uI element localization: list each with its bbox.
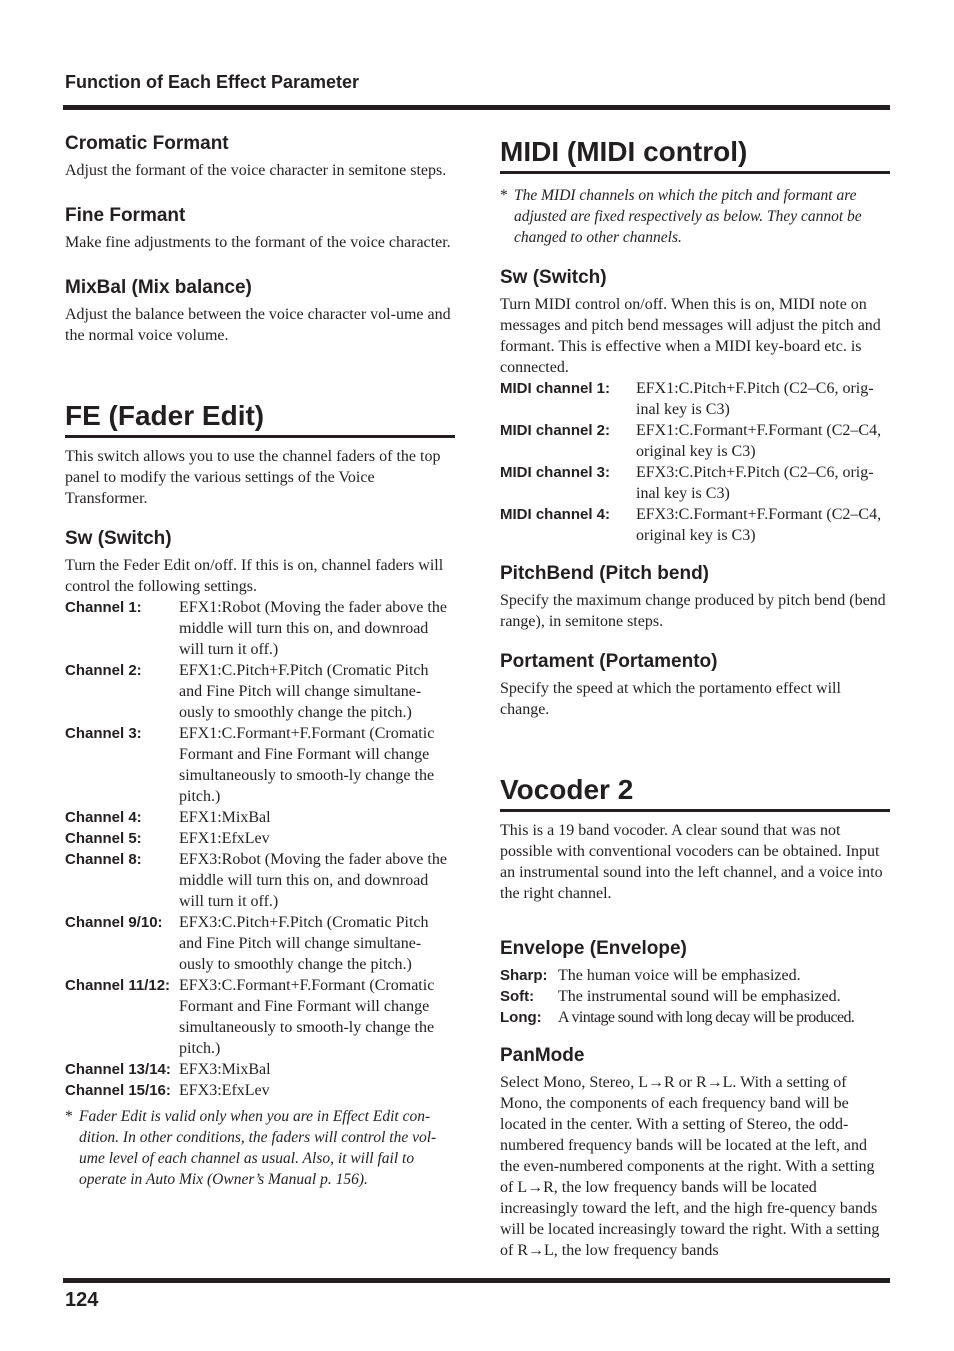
fe-switch-body: Turn the Feder Edit on/off. If this is on, channel faders will control the following settings. [65,557,444,595]
envelope-label: Soft: [500,988,535,1005]
midi-channel-list [500,378,890,546]
midi-note-text: The MIDI channels on which the pitch and formant are adjusted are fixed respectively as below. They cannot be changed to other channels. [514,187,862,246]
panmode-heading: PanMode [500,1045,585,1066]
channel-label: Channel 8: [65,851,142,868]
channel-label: Channel 5: [65,830,142,847]
cromatic-formant-body: Adjust the formant of the voice character in semitone steps. [65,162,447,179]
envelope-value: A vintage sound with long decay will be produced. [558,1009,855,1026]
midi-channel-value: EFX3:C.Pitch+F.Pitch (C2–C6, orig-inal key is C3) [636,464,874,502]
channel-label: Channel 1: [65,599,142,616]
top-rule [63,105,890,110]
channel-label: Channel 2: [65,662,142,679]
channel-value: EFX1:C.Pitch+F.Pitch (Cromatic Pitch and Fine Pitch will change simultane-ously to smoothly change the pitch.) [179,662,429,721]
fine-formant-heading: Fine Formant [65,205,186,226]
midi-switch-heading: Sw (Switch) [500,267,607,288]
midi-note [500,185,890,248]
channel-label: Channel 13/14: [65,1061,171,1078]
envelope-heading: Envelope (Envelope) [500,938,687,959]
fader-edit-heading: FE (Fader Edit) [65,399,455,438]
vocoder-heading: Vocoder 2 [500,773,890,812]
fader-channel-list [65,597,455,1101]
midi-channel-label: MIDI channel 4: [500,506,611,523]
channel-value: EFX3:EfxLev [179,1082,270,1099]
bottom-rule [63,1278,890,1283]
cromatic-formant-heading: Cromatic Formant [65,133,229,154]
channel-value: EFX1:EfxLev [179,830,270,847]
panmode-body: Select Mono, Stereo, L→R or R→L. With a setting of Mono, the components of each frequency band will be located in the center. With a setting of Stereo, the odd-numbered frequency bands will be located at the left, and the even-numbered components at the right. With a setting of L→R, the low frequency bands will be located increasingly toward the left, and the high fre-quency bands will be located increasingly toward the right. With a setting of R→L, the low frequency bands [500,1074,880,1259]
portament-body: Specify the speed at which the portamento effect will change. [500,680,841,718]
pitchbend-heading: PitchBend (Pitch bend) [500,563,709,584]
fader-edit-intro: This switch allows you to use the channel faders of the top panel to modify the various settings of the Voice Transformer. [65,448,441,507]
fine-formant-body: Make fine adjustments to the formant of the voice character. [65,234,451,251]
note-asterisk: * [65,1108,73,1125]
channel-label: Channel 4: [65,809,142,826]
page-number: 124 [65,1289,99,1311]
right-column [500,132,890,1261]
channel-label: Channel 9/10: [65,914,163,931]
envelope-label: Long: [500,1009,542,1026]
envelope-label: Sharp: [500,967,548,984]
vocoder-intro: This is a 19 band vocoder. A clear sound that was not possible with conventional vocoders can be obtained. Input an instrumental sound into the left channel, and a voice into the right channel. [500,822,883,902]
midi-channel-value: EFX1:C.Formant+F.Formant (C2–C4, original key is C3) [636,422,882,460]
midi-channel-label: MIDI channel 2: [500,422,611,439]
channel-value: EFX1:MixBal [179,809,271,826]
midi-channel-value: EFX3:C.Formant+F.Formant (C2–C4, original key is C3) [636,506,882,544]
channel-value: EFX1:C.Formant+F.Formant (Cromatic Formant and Fine Formant will change simultaneously to smooth-ly change the pitch.) [179,725,435,805]
midi-channel-value: EFX1:C.Pitch+F.Pitch (C2–C6, orig-inal key is C3) [636,380,874,418]
mixbal-heading: MixBal (Mix balance) [65,277,252,298]
midi-channel-label: MIDI channel 1: [500,380,611,397]
envelope-value: The instrumental sound will be emphasized. [558,988,841,1005]
envelope-list [500,965,890,1028]
fader-edit-note [65,1106,455,1190]
note-asterisk: * [500,187,508,204]
channel-value: EFX1:Robot (Moving the fader above the middle will turn this on, and downroad will turn it off.) [179,599,447,658]
envelope-value: The human voice will be emphasized. [558,967,801,984]
mixbal-body: Adjust the balance between the voice character vol-ume and the normal voice volume. [65,306,451,344]
pitchbend-body: Specify the maximum change produced by pitch bend (bend range), in semitone steps. [500,592,886,630]
left-column [65,132,455,1190]
midi-control-heading: MIDI (MIDI control) [500,135,890,174]
midi-channel-label: MIDI channel 3: [500,464,611,481]
portament-heading: Portament (Portamento) [500,651,718,672]
channel-value: EFX3:C.Pitch+F.Pitch (Cromatic Pitch and Fine Pitch will change simultane-ously to smoothly change the pitch.) [179,914,429,973]
fe-switch-heading: Sw (Switch) [65,528,172,549]
channel-value: EFX3:C.Formant+F.Formant (Cromatic Formant and Fine Formant will change simultaneously to smooth-ly change the pitch.) [179,977,435,1057]
running-header: Function of Each Effect Parameter [65,72,360,92]
channel-value: EFX3:Robot (Moving the fader above the middle will turn this on, and downroad will turn it off.) [179,851,447,910]
midi-switch-body: Turn MIDI control on/off. When this is on, MIDI note on messages and pitch bend messages will adjust the pitch and formant. This is effective when a MIDI key-board etc. is connected. [500,296,881,376]
channel-label: Channel 15/16: [65,1082,171,1099]
channel-label: Channel 3: [65,725,142,742]
channel-value: EFX3:MixBal [179,1061,271,1078]
fader-edit-note-text: Fader Edit is valid only when you are in Effect Edit con-dition. In other conditions, the faders will control the vol-ume level of each channel as usual. Also, it will fail to operate in Auto Mix (Owner’s Manual p. 156). [79,1108,437,1188]
channel-label: Channel 11/12: [65,977,171,994]
